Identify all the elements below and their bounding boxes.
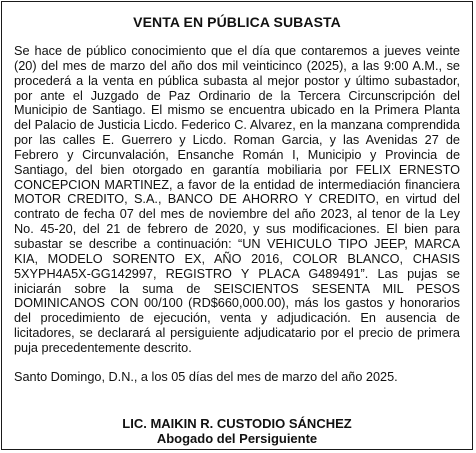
notice-body: Se hace de público conocimiento que el día que contaremos a jueves veinte (20) del mes de marzo del año dos mil veinticinco (2025), a las 9:00 A.M., se procederá a la venta en pública subasta al mejor postor y último subastador, por ante el Juzgado de Paz Ordinario de la Tercera Circunscripción del Municipio de Santiago. El mismo se encuentra ubicado en la Primera Planta del Palacio de Justicia Licdo. Federico C. Alvarez, en la manzana comprendida por las calles E. Guerrero y Licdo. Roman Garcia, y las Avenidas 27 de Febrero y Circunvalación, Ensanche Román I, Municipio y Provincia de Santiago, del bien otorgado en garantía mobiliaria por FELIX ERNESTO CONCEPCION MARTINEZ, a favor de la entidad de intermediación financiera MOTOR CREDITO, S.A., BANCO DE AHORRO Y CREDITO, en virtud del contrato de fecha 07 del mes de noviembre del año 2023, al tenor de la Ley No. 45-20, del 21 de febrero de 2020, y sus modificaciones. El bien para subastar se describe a continuación: “UN VEHICULO TIPO JEEP, MARCA KIA, MODELO SORENTO EX, AÑO 2016, COLOR BLANCO, CHASIS 5XYPH4A5X-GG142997, REGISTRO Y PLACA G489491”. Las pujas se iniciarán sobre la suma de SEISCIENTOS SESENTA MIL PESOS DOMINICANOS CON 00/100 (RD$660,000.00), más los gastos y honorarios del procedimiento de ejecución, venta y adjudicación. En ausencia de licitadores, se declarará al persiguiente adjudicatario por el precio de primera puja precedentemente descrito. <box>14 44 460 355</box>
signature-block <box>14 416 460 446</box>
signature-role: Abogado del Persiguiente <box>156 430 318 446</box>
signature-name: LIC. MAIKIN R. CUSTODIO SÁNCHEZ <box>122 415 352 431</box>
notice-title: VENTA EN PÚBLICA SUBASTA <box>133 14 341 30</box>
legal-notice <box>1 1 473 450</box>
notice-date-line: Santo Domingo, D.N., a los 05 días del mes de marzo del año 2025. <box>14 369 398 384</box>
